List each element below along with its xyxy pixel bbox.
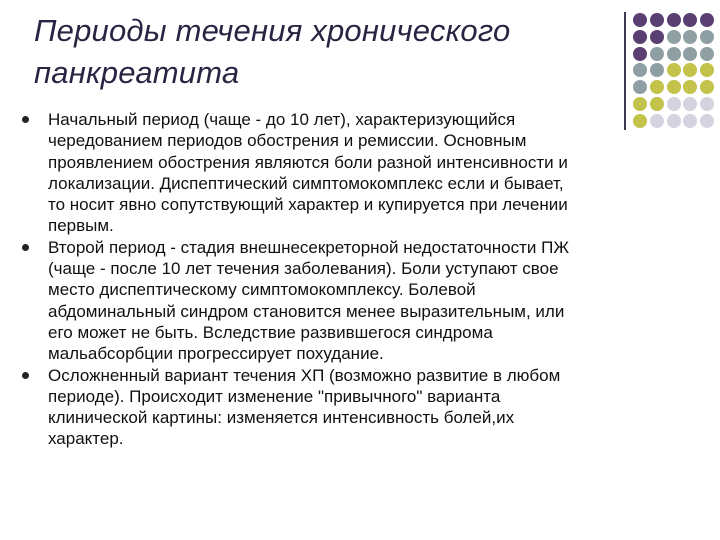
bullet-item-text: Второй период - стадия внешнесекреторной недостаточности ПЖ (чаще - после 10 лет течения заболевания). Боли уступают свое место диспептическому симптомокомплексу. Болевой абдоминальный синдром становится менее выразительным, или его может не быть. Вследствие развившегося синдрома мальабсорбции прогрессирует похудание. bbox=[48, 237, 570, 364]
decorative-dot bbox=[667, 13, 681, 27]
decorative-dot bbox=[700, 13, 714, 27]
decorative-dot bbox=[650, 30, 664, 44]
decorative-dot bbox=[633, 63, 647, 77]
bullet-icon bbox=[22, 372, 29, 379]
decorative-dot bbox=[667, 47, 681, 61]
decorative-dot bbox=[650, 47, 664, 61]
bullet-item-text: Начальный период (чаще - до 10 лет), характеризующийся чередованием периодов обострения и ремиссии. Основным проявлением обострения являются боли разной интенсивности и локализации. Диспептический симптомокомплекс если и бывает, то носит явно сопутствующий характер и купируется при лечении первым. bbox=[48, 110, 568, 236]
decorative-dot bbox=[700, 63, 714, 77]
decorative-dot bbox=[633, 30, 647, 44]
slide-title: Периоды течения хронического панкреатита bbox=[34, 13, 511, 90]
decorative-dot bbox=[683, 30, 697, 44]
bullet-icon bbox=[22, 116, 29, 123]
decorative-dot bbox=[683, 47, 697, 61]
bullet-icon bbox=[22, 244, 29, 251]
bullet-item-text: Осложненный вариант течения ХП (возможно развитие в любом периоде). Происходит изменение "привычного" варианта клинической картины: изменяется интенсивность болей,их характер. bbox=[48, 365, 561, 449]
bullet-list bbox=[20, 109, 710, 450]
bullet-item-second-period bbox=[20, 237, 710, 365]
decorative-dot bbox=[633, 80, 647, 94]
decorative-dot bbox=[683, 13, 697, 27]
decorative-dot bbox=[700, 80, 714, 94]
decorative-dot bbox=[700, 47, 714, 61]
bullet-item-complicated-variant bbox=[20, 365, 710, 450]
decorative-dot-grid bbox=[630, 13, 720, 117]
decorative-dot bbox=[667, 80, 681, 94]
decorative-dot bbox=[650, 13, 664, 27]
bullet-item-initial-period bbox=[20, 109, 710, 237]
decorative-dot bbox=[683, 80, 697, 94]
decorative-dot bbox=[700, 30, 714, 44]
decorative-dot bbox=[667, 63, 681, 77]
decorative-dot bbox=[667, 30, 681, 44]
decorative-dot bbox=[650, 80, 664, 94]
decorative-dot bbox=[633, 47, 647, 61]
decorative-dot bbox=[683, 63, 697, 77]
decorative-dot bbox=[633, 13, 647, 27]
decorative-dot bbox=[650, 63, 664, 77]
